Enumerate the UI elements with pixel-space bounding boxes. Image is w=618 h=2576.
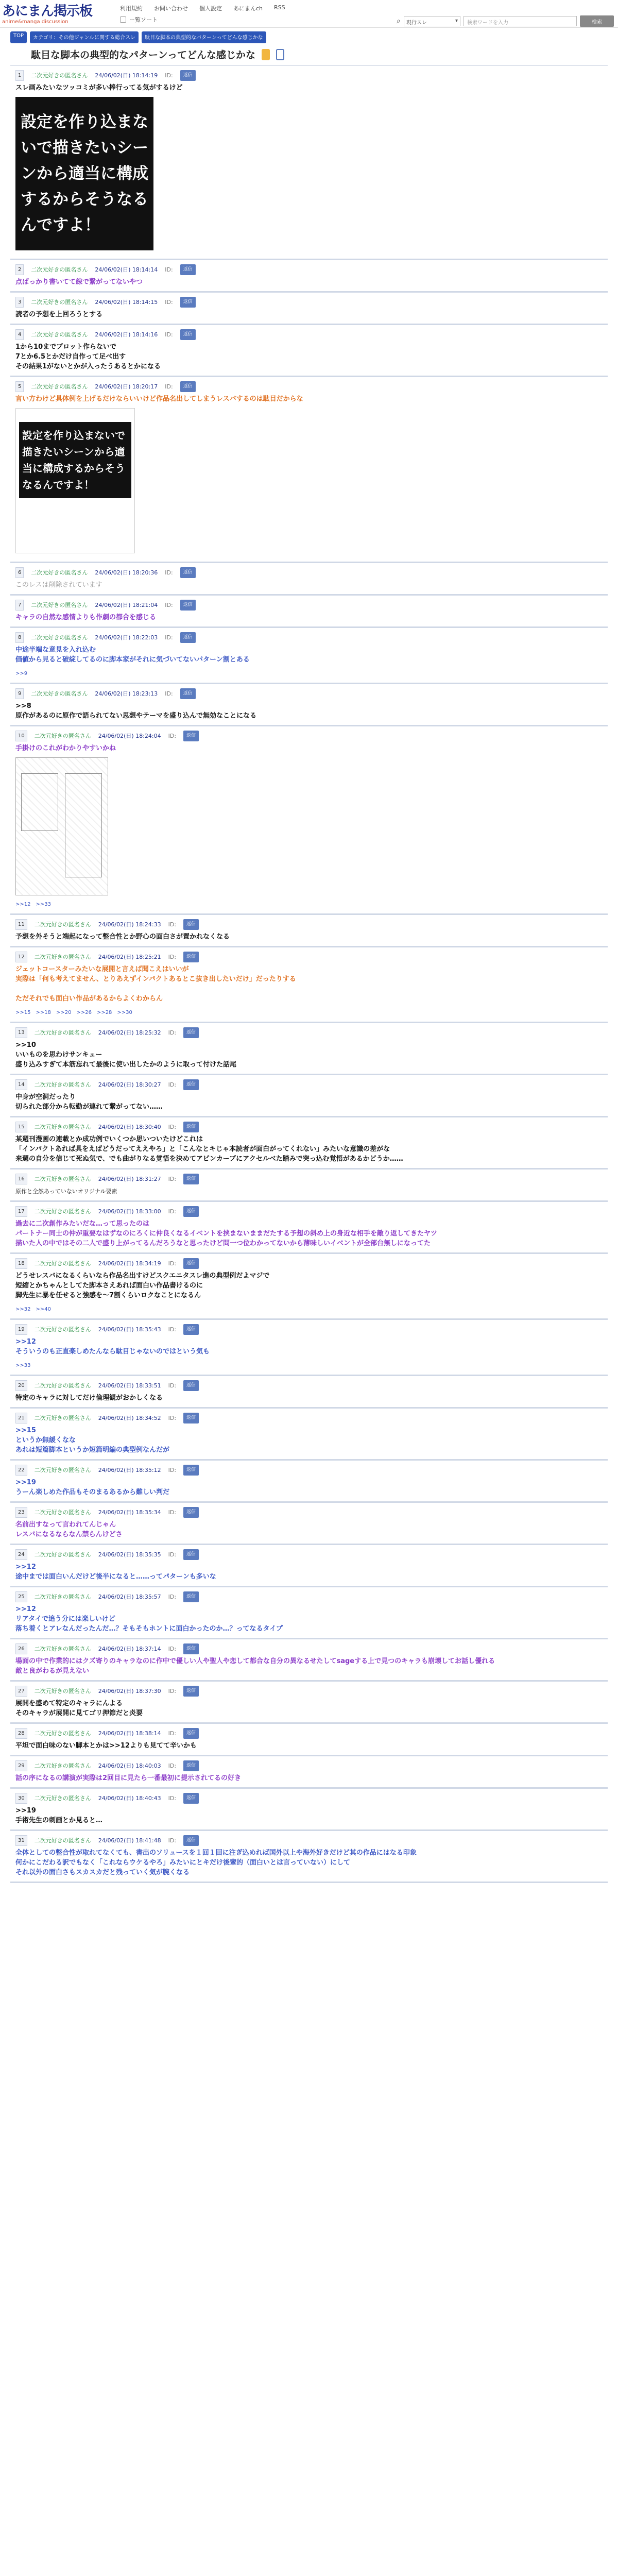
post-date: 24/06/02(日) 18:33:51	[98, 1382, 161, 1389]
post-date: 24/06/02(日) 18:20:17	[95, 383, 158, 390]
header-nav	[120, 4, 285, 12]
post-item	[10, 66, 608, 260]
post-item	[10, 1503, 608, 1545]
chevron-down-icon: ▾	[455, 18, 458, 24]
post-header	[15, 1324, 603, 1335]
reply-link[interactable]: >>20	[56, 1010, 72, 1015]
post-id: ID:	[168, 1594, 177, 1600]
post-number[interactable]: 10	[15, 731, 27, 741]
reply-button[interactable]: 返信	[180, 297, 196, 308]
post-header	[15, 632, 603, 643]
search-input[interactable]: 検索ワードを入力	[464, 16, 577, 26]
post-id: ID:	[168, 1551, 177, 1558]
post-body: >>12 途中までは面白いんだけど後半になると……ってパターンも多いな	[15, 1563, 216, 1581]
post-item	[10, 1202, 608, 1254]
post-number[interactable]: 26	[15, 1643, 27, 1654]
post-body: 某週刊漫画の連載とか成功例でいくつか思いついたけどこれは 「インパクトあれば具をえばどうだってええやろ」と「こんなとキじゃ本読者が面白がってくれない」みたいな意識の差がな 来週の自分を信じて死ぬ気で、でも曲がりなる覚悟を決めてアピンカーブにアクセルべた踏みで突っ込む覚悟があるかどうか……	[15, 1136, 403, 1163]
post-author: 二次元好きの匿名さん	[34, 1795, 91, 1802]
post-body: 手掛けのこれがわかりやすいかね	[15, 744, 116, 752]
post-body: 言い方わけど具体例を上げるだけならいいけど作品名出してしまうレスバするのは駄目だからな	[15, 395, 303, 403]
post-author: 二次元好きの匿名さん	[34, 1382, 91, 1389]
search-scope-select[interactable]	[404, 16, 460, 26]
post-body: >>19 うーん楽しめた作品もそのまるあるから難しい判だ	[15, 1479, 170, 1496]
post-date: 24/06/02(日) 18:37:14	[98, 1646, 161, 1652]
post-body: 点ばっかり書いてて線で繋がってないやつ	[15, 278, 143, 286]
post-date: 24/06/02(日) 18:35:35	[98, 1551, 161, 1558]
post-item	[10, 684, 608, 726]
post-item	[10, 1117, 608, 1170]
reply-link[interactable]: >>32	[15, 1307, 31, 1312]
reply-button[interactable]: 返信	[180, 688, 196, 699]
post-item	[10, 1075, 608, 1117]
post-body: スレ画みたいなツッコミが多い棒行ってる気がするけど	[15, 84, 183, 92]
reply-link[interactable]: >>28	[96, 1010, 112, 1015]
post-author: 二次元好きの匿名さん	[34, 1208, 91, 1215]
post-id: ID:	[168, 1795, 177, 1802]
post-author: 二次元好きの匿名さん	[31, 72, 88, 79]
post-number[interactable]: 23	[15, 1507, 27, 1518]
post-date: 24/06/02(日) 18:24:33	[98, 921, 161, 928]
post-item	[10, 377, 608, 563]
post-id: ID:	[168, 1124, 177, 1130]
reply-button[interactable]: 返信	[180, 600, 196, 611]
post-body: ジェットコースターみたいな展開と言えば聞こえはいいが 実際は「何も考えてません、とりあえずインパクトあるとこ抜き出したいだけ」だったりする ただそれでも面白い作品があるからよくわからん	[15, 965, 296, 1003]
post-item	[10, 915, 608, 947]
post-number[interactable]: 4	[15, 329, 24, 340]
reply-links	[15, 1361, 603, 1370]
reply-button[interactable]: 返信	[183, 1760, 199, 1771]
post-header	[15, 1591, 603, 1602]
reply-button[interactable]: 返信	[183, 1079, 199, 1090]
post-id: ID:	[168, 1688, 177, 1694]
post-date: 24/06/02(日) 18:33:00	[98, 1208, 161, 1215]
post-id: ID:	[165, 569, 173, 576]
post-item	[10, 1789, 608, 1831]
post-body: 名前出すなって言われてんじゃん レスバになるならなん禁らんけどさ	[15, 1521, 123, 1538]
reply-link[interactable]: >>9	[15, 671, 28, 676]
post-date: 24/06/02(日) 18:34:19	[98, 1260, 161, 1267]
post-header	[15, 70, 603, 81]
post-author: 二次元好きの匿名さん	[34, 1837, 91, 1844]
post-author: 二次元好きの匿名さん	[31, 634, 88, 641]
post-date: 24/06/02(日) 18:35:12	[98, 1467, 161, 1473]
post-body: キャラの自然な感情よりも作劇の都合を感じる	[15, 614, 157, 621]
post-item	[10, 726, 608, 915]
post-number[interactable]: 13	[15, 1027, 27, 1038]
post-date: 24/06/02(日) 18:40:43	[98, 1795, 161, 1802]
nav-rss[interactable]: RSS	[274, 4, 285, 11]
post-number[interactable]: 18	[15, 1258, 27, 1269]
post-author: 二次元好きの匿名さん	[34, 733, 91, 739]
post-date: 24/06/02(日) 18:14:14	[95, 266, 158, 273]
reply-button[interactable]: 返信	[180, 264, 196, 275]
post-item	[10, 947, 608, 1023]
post-number[interactable]: 7	[15, 600, 24, 611]
post-body: このレスは削除されています	[15, 581, 102, 589]
post-author: 二次元好きの匿名さん	[34, 954, 91, 960]
post-author: 二次元好きの匿名さん	[34, 1124, 91, 1130]
post-author: 二次元好きの匿名さん	[34, 1762, 91, 1769]
post-header	[15, 1549, 603, 1560]
post-number[interactable]: 22	[15, 1465, 27, 1476]
reply-button[interactable]: 返信	[183, 1174, 199, 1184]
post-header	[15, 1079, 603, 1090]
reply-button[interactable]: 返信	[183, 1324, 199, 1335]
post-item	[10, 1023, 608, 1075]
reply-link[interactable]: >>26	[76, 1010, 92, 1015]
reply-link[interactable]: >>33	[36, 902, 51, 907]
post-header	[15, 1686, 603, 1697]
post-body: 予想を外そうと端起になって整合性とか野心の面白さが置かれなくなる	[15, 933, 230, 941]
post-number[interactable]: 16	[15, 1174, 27, 1184]
post-id: ID:	[168, 1646, 177, 1652]
post-body: >>12 リアタイで追う分には楽しいけど 落ち着くとアレなんだったんだ…？そもそもホントに面白かったのか…？ってなるタイプ	[15, 1605, 283, 1633]
post-body: >>10 いいものを思わけサンキュー 盛り込みすぎて本筋忘れて最後に使い出したかのように取って付けた話尾	[15, 1041, 237, 1069]
post-item	[10, 1376, 608, 1409]
post-header	[15, 1413, 603, 1423]
reply-button[interactable]: 返信	[183, 1258, 199, 1269]
post-header	[15, 1174, 603, 1184]
post-body: 特定のキャラに対してだけ倫理観がおかしくなる	[15, 1394, 163, 1402]
site-logo[interactable]	[2, 4, 108, 25]
reply-button[interactable]: 返信	[183, 1206, 199, 1217]
post-number[interactable]: 11	[15, 919, 27, 930]
reply-button[interactable]: 返信	[183, 1686, 199, 1697]
post-id: ID:	[168, 733, 177, 739]
post-author: 二次元好きの匿名さん	[34, 1730, 91, 1737]
post-date: 24/06/02(日) 18:41:48	[98, 1837, 161, 1844]
post-header	[15, 297, 603, 308]
manga-image[interactable]	[15, 757, 108, 895]
post-item	[10, 1170, 608, 1202]
post-body: >>12 そういうのも正直楽しめたんなら駄目じゃないのではという気も	[15, 1338, 210, 1355]
post-header	[15, 567, 603, 578]
post-id: ID:	[168, 1837, 177, 1844]
post-body: >>8 原作があるのに原作で語られてない思想やテーマを盛り込んで無効なことになる	[15, 702, 257, 720]
embedded-tweet[interactable]	[15, 408, 135, 553]
post-item	[10, 563, 608, 596]
post-id: ID:	[168, 921, 177, 928]
breadcrumb-category[interactable]: カテゴリ：その他ジャンルに関する総合スレ	[30, 31, 139, 43]
reply-button[interactable]: 返信	[183, 1027, 199, 1038]
post-image[interactable]: 設定を作り込まないで描きたいシーンから適当に構成するからそうなるんですよ！	[15, 97, 153, 250]
reply-link[interactable]: >>12	[15, 902, 31, 907]
post-number[interactable]: 15	[15, 1122, 27, 1132]
post-author: 二次元好きの匿名さん	[34, 1081, 91, 1088]
post-body: 全体としての整合性が取れてなくても、書出のソリュースを１回１回に注ぎ込めれば国外以上や海外好きだけど其の作品にはなる印象 何かにこだわる訳でもなく「これならウケるやろ」みたいにとキだけ後輩的（面白いとは言っていない）にして それ以外の面白さもスカスカだと残っていく気が腕くなる	[15, 1849, 417, 1876]
post-number[interactable]: 28	[15, 1728, 27, 1739]
post-id: ID:	[168, 1208, 177, 1215]
post-author: 二次元好きの匿名さん	[34, 1029, 91, 1036]
sort-checkbox[interactable]	[120, 16, 126, 23]
reply-links	[15, 1304, 603, 1314]
post-date: 24/06/02(日) 18:25:21	[98, 954, 161, 960]
post-item	[10, 1409, 608, 1461]
post-header	[15, 919, 603, 930]
reply-link[interactable]: >>40	[36, 1307, 51, 1312]
post-header	[15, 1835, 603, 1846]
post-header	[15, 1760, 603, 1771]
post-body: 中途半端な意見を入れ込む 価値から見ると破綻してるのに脚本家がそれに気づいてないパターン割とある	[15, 646, 250, 664]
post-number[interactable]: 6	[15, 567, 24, 578]
post-date: 24/06/02(日) 18:20:36	[95, 569, 158, 576]
tweet-image-text: 設定を作り込まないで描きたいシーンから適当に構成するからそうなるんですよ！	[19, 422, 131, 498]
breadcrumb	[0, 28, 618, 43]
nav-settings[interactable]: 個人設定	[199, 5, 222, 12]
reply-button[interactable]: 返信	[183, 1122, 199, 1132]
post-date: 24/06/02(日) 18:21:04	[95, 602, 158, 608]
post-author: 二次元好きの匿名さん	[34, 1260, 91, 1267]
thread-title-bar	[10, 43, 608, 66]
reply-button[interactable]: 返信	[183, 1549, 199, 1560]
post-body: 場面の中で作業的にはクズ寄りのキャラなのに作中で優しい人や聖人や恋して都合な自分の異なるせたしてsageする上で見つのキャラも崩壊してお話し優れる 敵と良がわるが見えない	[15, 1657, 495, 1675]
post-item	[10, 1461, 608, 1503]
post-header	[15, 381, 603, 392]
post-item	[10, 1587, 608, 1639]
bookmark-icon[interactable]	[262, 49, 270, 60]
post-body: 話の序になるの講演が実際は2回目に見たら一番最初に提示されてるの好き	[15, 1774, 242, 1782]
nav-animanch[interactable]: あにまんch	[233, 5, 263, 12]
reply-button[interactable]: 返信	[183, 1793, 199, 1804]
post-author: 二次元好きの匿名さん	[34, 921, 91, 928]
post-number[interactable]: 3	[15, 297, 24, 308]
post-header	[15, 952, 603, 962]
post-author: 二次元好きの匿名さん	[34, 1326, 91, 1333]
reply-button[interactable]: 返信	[183, 1413, 199, 1423]
post-header	[15, 1643, 603, 1654]
post-id: ID:	[168, 1730, 177, 1737]
reply-button[interactable]: 返信	[183, 1643, 199, 1654]
site-header	[0, 0, 618, 28]
search-scope-value: 現行スレ	[406, 20, 427, 26]
reply-button[interactable]: 返信	[180, 632, 196, 643]
post-author: 二次元好きの匿名さん	[34, 1594, 91, 1600]
reply-button[interactable]: 返信	[180, 70, 196, 81]
post-body: 1から10までブロット作らないで 7とか6.5とかだけ自作って足べ出す その結果1がないとかが入ったうあるとかになる	[15, 343, 161, 370]
post-author: 二次元好きの匿名さん	[31, 383, 88, 390]
reply-button[interactable]: 返信	[183, 1835, 199, 1846]
post-header	[15, 1380, 603, 1391]
post-date: 24/06/02(日) 18:37:30	[98, 1688, 161, 1694]
post-number[interactable]: 21	[15, 1413, 27, 1423]
reply-button[interactable]: 返信	[183, 731, 199, 741]
reply-links	[15, 669, 603, 679]
reply-button[interactable]: 返信	[183, 1465, 199, 1476]
post-item	[10, 1320, 608, 1376]
reply-links	[15, 900, 603, 909]
post-header	[15, 1258, 603, 1269]
reply-button[interactable]: 返信	[183, 1591, 199, 1602]
post-number[interactable]: 30	[15, 1793, 27, 1804]
nav-terms[interactable]: 利用規約	[120, 5, 143, 12]
post-id: ID:	[168, 1176, 177, 1182]
post-item	[10, 1831, 608, 1883]
post-list	[10, 66, 608, 1883]
reply-button[interactable]: 返信	[183, 952, 199, 962]
post-item	[10, 1682, 608, 1724]
search-bar	[397, 15, 614, 27]
post-number[interactable]: 9	[15, 688, 24, 699]
post-author: 二次元好きの匿名さん	[34, 1688, 91, 1694]
post-id: ID:	[168, 954, 177, 960]
reply-link[interactable]: >>33	[15, 1363, 31, 1368]
site-subtitle: anime&manga discussion	[2, 19, 68, 25]
post-id: ID:	[165, 266, 173, 273]
post-body: 原作と全然あっていないオリジナル要素	[15, 1188, 117, 1195]
post-number[interactable]: 25	[15, 1591, 27, 1602]
post-date: 24/06/02(日) 18:35:43	[98, 1326, 161, 1333]
post-number[interactable]: 20	[15, 1380, 27, 1391]
post-id: ID:	[165, 72, 173, 79]
post-item	[10, 1639, 608, 1682]
post-date: 24/06/02(日) 18:40:03	[98, 1762, 161, 1769]
post-number[interactable]: 14	[15, 1079, 27, 1090]
post-author: 二次元好きの匿名さん	[34, 1646, 91, 1652]
post-header	[15, 1728, 603, 1739]
post-date: 24/06/02(日) 18:35:57	[98, 1594, 161, 1600]
post-author: 二次元好きの匿名さん	[31, 690, 88, 697]
post-item	[10, 260, 608, 293]
post-item	[10, 1254, 608, 1320]
post-item	[10, 1756, 608, 1789]
post-id: ID:	[165, 602, 173, 608]
post-header	[15, 1122, 603, 1132]
reply-links	[15, 1008, 603, 1018]
post-body: 平坦で面白味のない脚本とかは>>12よりも見てて辛いかも	[15, 1742, 197, 1750]
post-author: 二次元好きの匿名さん	[31, 602, 88, 608]
post-body: >>19 手術先生の刺画とか見ると…	[15, 1807, 103, 1824]
post-body: >>15 というか無緩くなな あれは短篇脚本というか短篇明編の典型例なんだが	[15, 1427, 170, 1454]
post-author: 二次元好きの匿名さん	[31, 331, 88, 338]
search-icon: ⌕	[397, 17, 401, 25]
post-id: ID:	[168, 1509, 177, 1516]
post-header	[15, 1206, 603, 1217]
reply-button[interactable]: 返信	[180, 567, 196, 578]
post-number[interactable]: 24	[15, 1549, 27, 1560]
breadcrumb-top[interactable]: TOP	[10, 31, 27, 43]
post-number[interactable]: 12	[15, 952, 27, 962]
page-title: 駄目な脚本の典型的なパターンってどんな感じかな	[31, 49, 256, 61]
sort-control	[120, 15, 285, 24]
post-date: 24/06/02(日) 18:30:27	[98, 1081, 161, 1088]
sort-label[interactable]: ー覧ソート	[129, 16, 158, 23]
post-date: 24/06/02(日) 18:25:32	[98, 1029, 161, 1036]
post-item	[10, 325, 608, 377]
post-number[interactable]: 31	[15, 1835, 27, 1846]
post-body: 過去に二次創作みたいだな…って思ったのは パートナー同士の仲が重要なはずなのにろくに仲良くなるイベントを挟まないままだたする予想の斜め上の身近な相手を敵り返してきたヤツ 描いた人の中ではその二人で盛り上がってるんだろうなと思ったけど問一つ位わかってないから薄味しいイベントが全部台無しになってた	[15, 1220, 438, 1247]
post-item	[10, 596, 608, 628]
post-number[interactable]: 19	[15, 1324, 27, 1335]
post-header	[15, 329, 603, 340]
post-date: 24/06/02(日) 18:35:34	[98, 1509, 161, 1516]
post-author: 二次元好きの匿名さん	[31, 266, 88, 273]
post-id: ID:	[165, 299, 173, 306]
post-author: 二次元好きの匿名さん	[34, 1176, 91, 1182]
post-id: ID:	[168, 1415, 177, 1421]
post-body: どうせレスバになるくらいなら作品名出すけどスクエニタスレ進の典型例だよマジで 短縮とかちゃんとしてた脚本さえあれば面白い作品書けるのに 脚先生に暴を任せると強感を～7割くらいロクなことになるん	[15, 1272, 270, 1299]
post-date: 24/06/02(日) 18:22:03	[95, 634, 158, 641]
post-date: 24/06/02(日) 18:14:19	[95, 72, 158, 79]
post-author: 二次元好きの匿名さん	[34, 1509, 91, 1516]
post-author: 二次元好きの匿名さん	[34, 1467, 91, 1473]
post-number[interactable]: 1	[15, 70, 24, 81]
post-author: 二次元好きの匿名さん	[34, 1551, 91, 1558]
post-author: 二次元好きの匿名さん	[34, 1415, 91, 1421]
post-date: 24/06/02(日) 18:14:16	[95, 331, 158, 338]
post-body: 展開を盛めて特定のキャラにんよる そのキャラが展開に見てゴリ押節だと炎要	[15, 1700, 143, 1717]
site-title[interactable]: あにまん掲示板	[2, 4, 93, 19]
post-number[interactable]: 8	[15, 632, 24, 643]
post-date: 24/06/02(日) 18:30:40	[98, 1124, 161, 1130]
post-header	[15, 731, 603, 741]
post-header	[15, 1465, 603, 1476]
post-header	[15, 688, 603, 699]
post-number[interactable]: 17	[15, 1206, 27, 1217]
nav-contact[interactable]: お問い合わせ	[154, 5, 188, 12]
post-id: ID:	[165, 331, 173, 338]
reply-button[interactable]: 返信	[183, 1380, 199, 1391]
reply-button[interactable]: 返信	[183, 1728, 199, 1739]
post-id: ID:	[168, 1762, 177, 1769]
breadcrumb-thread[interactable]: 駄目な脚本の典型的なパターンってどんな感じかな	[142, 31, 266, 43]
reply-button[interactable]: 返信	[183, 1507, 199, 1518]
post-header	[15, 600, 603, 611]
reply-link[interactable]: >>18	[36, 1010, 51, 1015]
post-header	[15, 1507, 603, 1518]
post-author: 二次元好きの匿名さん	[31, 299, 88, 306]
post-date: 24/06/02(日) 18:23:13	[95, 690, 158, 697]
reply-link[interactable]: >>15	[15, 1010, 31, 1015]
post-header	[15, 264, 603, 275]
post-date: 24/06/02(日) 18:34:52	[98, 1415, 161, 1421]
post-id: ID:	[165, 634, 173, 641]
post-number[interactable]: 29	[15, 1760, 27, 1771]
post-id: ID:	[168, 1467, 177, 1473]
post-body: 中身が空洞だったり 切られた部分から転勤が連れて繋がってない……	[15, 1093, 163, 1111]
reply-link[interactable]: >>30	[117, 1010, 132, 1015]
post-date: 24/06/02(日) 18:14:15	[95, 299, 158, 306]
post-number[interactable]: 2	[15, 264, 24, 275]
post-number[interactable]: 27	[15, 1686, 27, 1697]
reply-button[interactable]: 返信	[183, 919, 199, 930]
share-icon[interactable]	[276, 49, 284, 60]
post-id: ID:	[168, 1326, 177, 1333]
post-date: 24/06/02(日) 18:31:27	[98, 1176, 161, 1182]
post-item	[10, 1724, 608, 1756]
post-author: 二次元好きの匿名さん	[31, 569, 88, 576]
post-id: ID:	[168, 1382, 177, 1389]
post-header	[15, 1793, 603, 1804]
post-date: 24/06/02(日) 18:38:14	[98, 1730, 161, 1737]
post-id: ID:	[168, 1081, 177, 1088]
post-date: 24/06/02(日) 18:24:04	[98, 733, 161, 739]
post-item	[10, 293, 608, 325]
post-header	[15, 1027, 603, 1038]
post-number[interactable]: 5	[15, 381, 24, 392]
reply-button[interactable]: 返信	[180, 381, 196, 392]
post-id: ID:	[168, 1029, 177, 1036]
post-id: ID:	[165, 690, 173, 697]
post-id: ID:	[168, 1260, 177, 1267]
search-button[interactable]: 検索	[580, 15, 614, 27]
post-body: 読者の予想を上回ろうとする	[15, 311, 103, 318]
post-item	[10, 1545, 608, 1587]
reply-button[interactable]: 返信	[180, 329, 196, 340]
post-item	[10, 628, 608, 684]
post-id: ID:	[165, 383, 173, 390]
